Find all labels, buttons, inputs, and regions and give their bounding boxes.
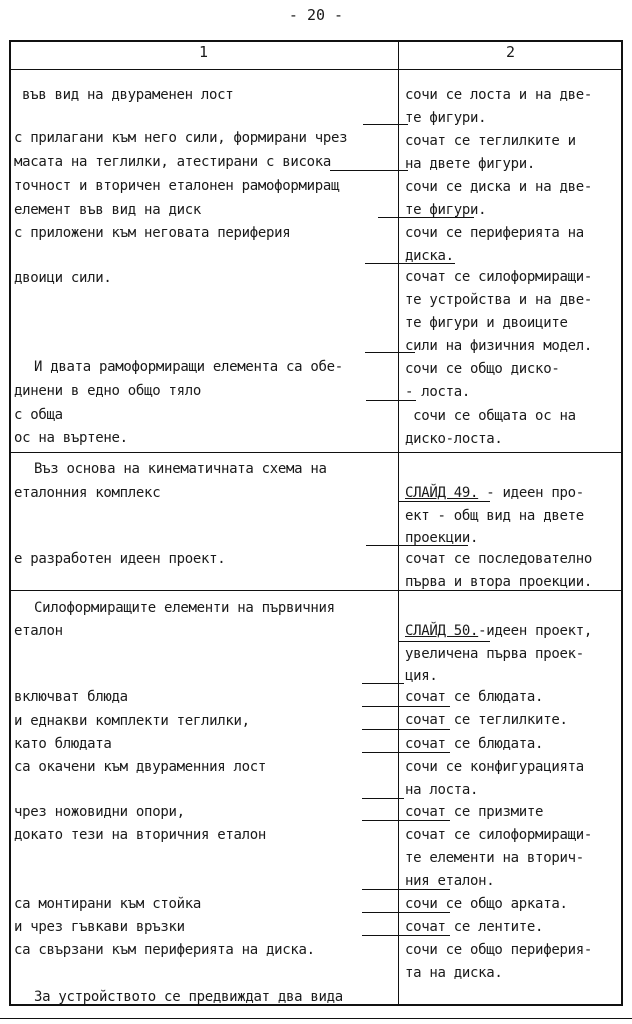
- narration-line: динени в едно общо тяло: [14, 383, 201, 399]
- action-line: сочат се блюдата.: [405, 736, 544, 752]
- narration-line: Въз основа на кинематичната схема на: [34, 461, 327, 477]
- action-line: ния еталон.: [405, 873, 495, 889]
- page-bottom-rule: [0, 1018, 632, 1019]
- action-line: СЛАЙД 50.-идеен проект,: [405, 623, 592, 639]
- action-line: те устройства и на две-: [405, 292, 592, 308]
- action-line: диско-лоста.: [405, 431, 503, 447]
- slide-reference: СЛАЙД 49.: [405, 485, 479, 501]
- action-line: СЛАЙД 49. - идеен про-: [405, 485, 584, 501]
- action-line: сочат се силоформиращи-: [405, 269, 592, 285]
- narration-line: са свързани към периферията на диска.: [14, 942, 315, 958]
- action-line: сочи се общо диско-: [405, 361, 560, 377]
- narration-line: точност и вторичен еталонен рамоформиращ: [14, 178, 340, 194]
- action-line: те фигури и двоиците: [405, 315, 568, 331]
- underline-mark: [363, 124, 408, 125]
- action-line: сили на физичния модел.: [405, 338, 592, 354]
- narration-line: с обща: [14, 407, 63, 423]
- action-line: сочи се общо периферия-: [405, 942, 592, 958]
- action-line: увеличена първа проек-: [405, 646, 584, 662]
- narration-line: с прилагани към него сили, формирани чрез: [14, 130, 348, 146]
- column-divider: [398, 40, 399, 1006]
- action-line: та на диска.: [405, 965, 503, 981]
- narration-line: и еднакви комплекти теглилки,: [14, 713, 250, 729]
- slide-reference: СЛАЙД 50.: [405, 623, 479, 639]
- narration-line: двоици сили.: [14, 270, 112, 286]
- narration-line: включват блюда: [14, 689, 128, 705]
- action-line: сочи се общата ос на: [405, 408, 576, 424]
- action-line: те фигури.: [405, 202, 487, 218]
- action-line: проекции.: [405, 530, 479, 546]
- narration-line: във вид на двураменен лост: [22, 87, 234, 103]
- narration-line: с приложени към неговата периферия: [14, 225, 291, 241]
- action-line: сочи се диска и на две-: [405, 179, 592, 195]
- action-line: сочат се блюдата.: [405, 689, 544, 705]
- action-line: на двете фигури.: [405, 156, 536, 172]
- narration-line: чрез ножовидни опори,: [14, 804, 185, 820]
- action-line: първа и втора проекции.: [405, 574, 592, 590]
- action-line: - лоста.: [405, 384, 471, 400]
- narration-line: еталон: [14, 623, 63, 639]
- action-line: сочи се лоста и на две-: [405, 87, 592, 103]
- narration-line: са монтирани към стойка: [14, 896, 201, 912]
- column-header-2: 2: [505, 43, 516, 61]
- narration-line: За устройството се предвиждат два вида: [34, 989, 343, 1005]
- action-line: ект - общ вид на двете: [405, 508, 584, 524]
- narration-line: е разработен идеен проект.: [14, 551, 226, 567]
- narration-line: докато тези на вторичния еталон: [14, 827, 266, 843]
- action-line: сочат се призмите: [405, 804, 544, 820]
- action-line: сочи се общо арката.: [405, 896, 568, 912]
- narration-line: като блюдата: [14, 736, 112, 752]
- column-header-1: 1: [198, 43, 209, 61]
- narration-line: еталонния комплекс: [14, 485, 161, 501]
- underline-mark: [330, 170, 408, 171]
- action-line: сочи се периферията на: [405, 225, 584, 241]
- header-divider: [9, 69, 623, 70]
- narration-line: елемент във вид на диск: [14, 202, 201, 218]
- narration-line: И двата рамоформиращи елемента са обе-: [34, 359, 343, 375]
- underline-mark: [362, 683, 404, 684]
- action-line: сочат се теглилките.: [405, 712, 568, 728]
- action-line: сочи се конфигурацията: [405, 759, 584, 775]
- narration-line: масата на теглилки, атестирани с висока: [14, 154, 332, 170]
- row-divider: [9, 452, 623, 453]
- page-number: - 20 -: [288, 6, 344, 24]
- action-line: ция.: [405, 668, 438, 684]
- underline-mark: [362, 798, 404, 799]
- action-line: сочат се лентите.: [405, 919, 544, 935]
- narration-line: са окачени към двураменния лост: [14, 759, 266, 775]
- action-line: на лоста.: [405, 782, 479, 798]
- narration-line: и чрез гъвкави връзки: [14, 919, 185, 935]
- action-line: сочат се силоформиращи-: [405, 827, 592, 843]
- narration-line: Силоформиращите елементи на първичния: [34, 600, 335, 616]
- action-line: те елементи на вторич-: [405, 850, 584, 866]
- action-line: диска.: [405, 248, 454, 264]
- action-line: те фигури.: [405, 110, 487, 126]
- action-line: сочат се теглилките и: [405, 133, 576, 149]
- narration-line: ос на въртене.: [14, 430, 128, 446]
- action-line: сочат се последователно: [405, 551, 592, 567]
